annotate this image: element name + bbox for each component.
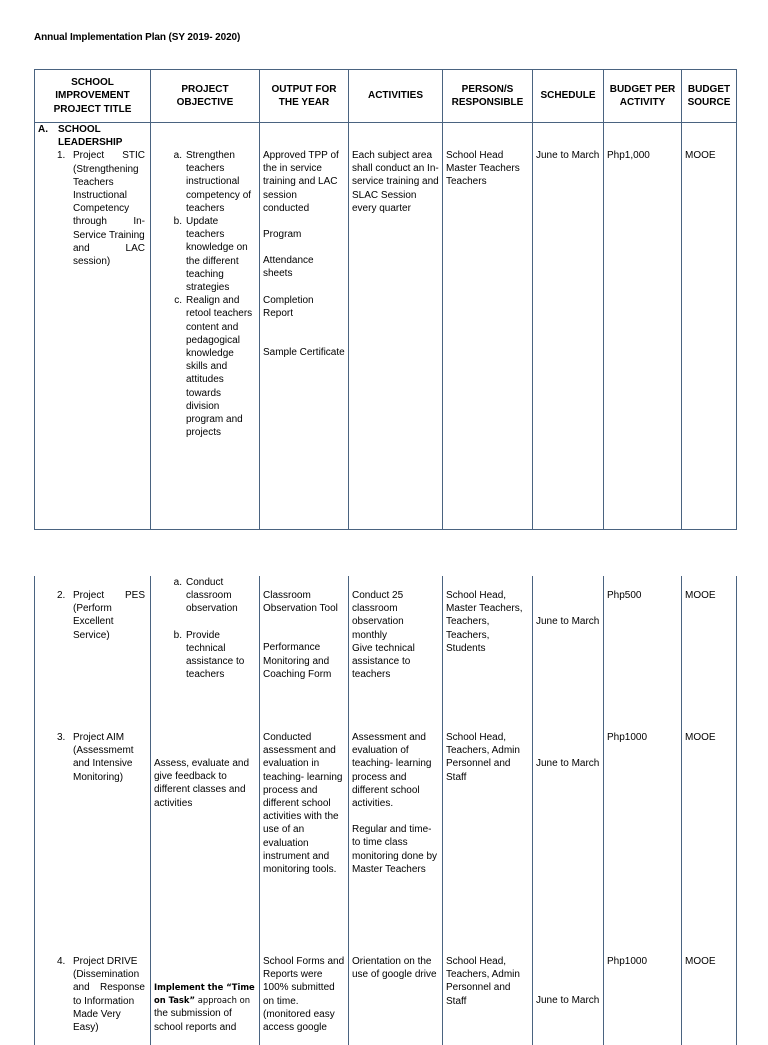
header-activities: ACTIVITIES <box>349 70 443 123</box>
header-persons-responsible: PERSON/S RESPONSIBLE <box>443 70 533 123</box>
header-project-objective: PROJECT OBJECTIVE <box>151 70 260 123</box>
budget-source-cell: MOOE <box>682 731 737 955</box>
budget-source-cell: MOOE <box>682 123 737 530</box>
project-title-cell <box>35 955 151 1045</box>
schedule-cell: June to March <box>533 123 604 530</box>
persons-responsible-cell: School Head, Teachers, Admin Personnel and Staff <box>443 955 533 1045</box>
budget-cell: Php1,000 <box>604 123 682 530</box>
table-row <box>35 731 737 955</box>
project-1-title: 1. Project STIC (Strengthening Teachers Instructional Competency through In- Service Training and LAC session) <box>57 150 145 268</box>
budget-cell: Php500 <box>604 576 682 731</box>
table-row <box>35 123 737 530</box>
objective-list <box>154 149 256 439</box>
output-cell: Approved TPP of the in service training and LAC session conducted Program Attendance sheets Completion Report Sample Certificate <box>260 123 349 530</box>
objective-item: b. Provide technical assistance to teachers <box>173 629 245 681</box>
budget-source-cell: MOOE <box>682 576 737 731</box>
objective-item: a. Conduct classroom observation <box>173 577 238 615</box>
output-cell: Conducted assessment and evaluation in teaching- learning process and different school activities with the use of an evaluation instrument and monitoring tools. <box>260 731 349 955</box>
persons-responsible-cell: School Head Master Teachers Teachers <box>443 123 533 530</box>
objective-item: b. Update teachers knowledge on the different teaching strategies <box>173 216 248 294</box>
activities-cell: Each subject area shall conduct an In- service training and SLAC Session every quarter <box>349 123 443 530</box>
persons-responsible-cell: School Head, Teachers, Admin Personnel and Staff <box>443 731 533 955</box>
project-3-title: 3. Project AIM (Assessmemt and Intensive Monitoring) <box>57 732 134 783</box>
objective-item: a. Strengthen teachers instructional competency of teachers <box>173 150 252 214</box>
project-title-cell <box>35 123 151 530</box>
output-cell: School Forms and Reports were 100% submitted on time. (monitored easy access google <box>260 955 349 1045</box>
implementation-plan-table-page-1 <box>34 69 737 530</box>
project-objective-cell <box>151 576 260 731</box>
activities-cell: Assessment and evaluation of teaching- learning process and different school activities. Regular and time- to time class monitoring done by Master Teachers <box>349 731 443 955</box>
header-row <box>35 70 737 123</box>
project-title-cell <box>35 576 151 731</box>
schedule-cell: June to March <box>533 955 604 1045</box>
budget-cell: Php1000 <box>604 955 682 1045</box>
persons-responsible-cell: School Head, Master Teachers, Teachers, Teachers, Students <box>443 576 533 731</box>
budget-cell: Php1000 <box>604 731 682 955</box>
output-cell: Classroom Observation Tool Performance Monitoring and Coaching Form <box>260 576 349 731</box>
objective-item: c. Realign and retool teachers content and pedagogical knowledge skills and attitudes towards division program and projects <box>174 295 253 439</box>
project-objective-cell: Implement the “Time on Task” approach on the submission of school reports and <box>151 955 260 1045</box>
activities-cell: Conduct 25 classroom observation monthly Give technical assistance to teachers <box>349 576 443 731</box>
schedule-cell: June to March <box>533 731 604 955</box>
table-row <box>35 576 737 731</box>
header-project-title: SCHOOL IMPROVEMENT PROJECT TITLE <box>35 70 151 123</box>
project-objective-cell: Assess, evaluate and give feedback to different classes and activities <box>151 731 260 955</box>
project-objective-cell <box>151 123 260 530</box>
header-budget-per-activity: BUDGET PER ACTIVITY <box>604 70 682 123</box>
table-row <box>35 955 737 1045</box>
project-title-cell <box>35 731 151 955</box>
project-2-title: 2. Project PES (Perform Excellent Service) <box>57 590 145 641</box>
project-4-title: 4. Project DRIVE (Dissemination and Response to Information Made Very Easy) <box>57 956 145 1034</box>
implementation-plan-table-page-2 <box>34 576 737 1045</box>
header-output: OUTPUT FOR THE YEAR <box>260 70 349 123</box>
section-heading: A. SCHOOL LEADERSHIP <box>38 124 123 149</box>
header-schedule: SCHEDULE <box>533 70 604 123</box>
document-title: Annual Implementation Plan (SY 2019- 2020) <box>34 32 241 43</box>
header-budget-source: BUDGET SOURCE <box>682 70 737 123</box>
activities-cell: Orientation on the use of google drive <box>349 955 443 1045</box>
budget-source-cell: MOOE <box>682 955 737 1045</box>
schedule-cell: June to March <box>533 576 604 731</box>
